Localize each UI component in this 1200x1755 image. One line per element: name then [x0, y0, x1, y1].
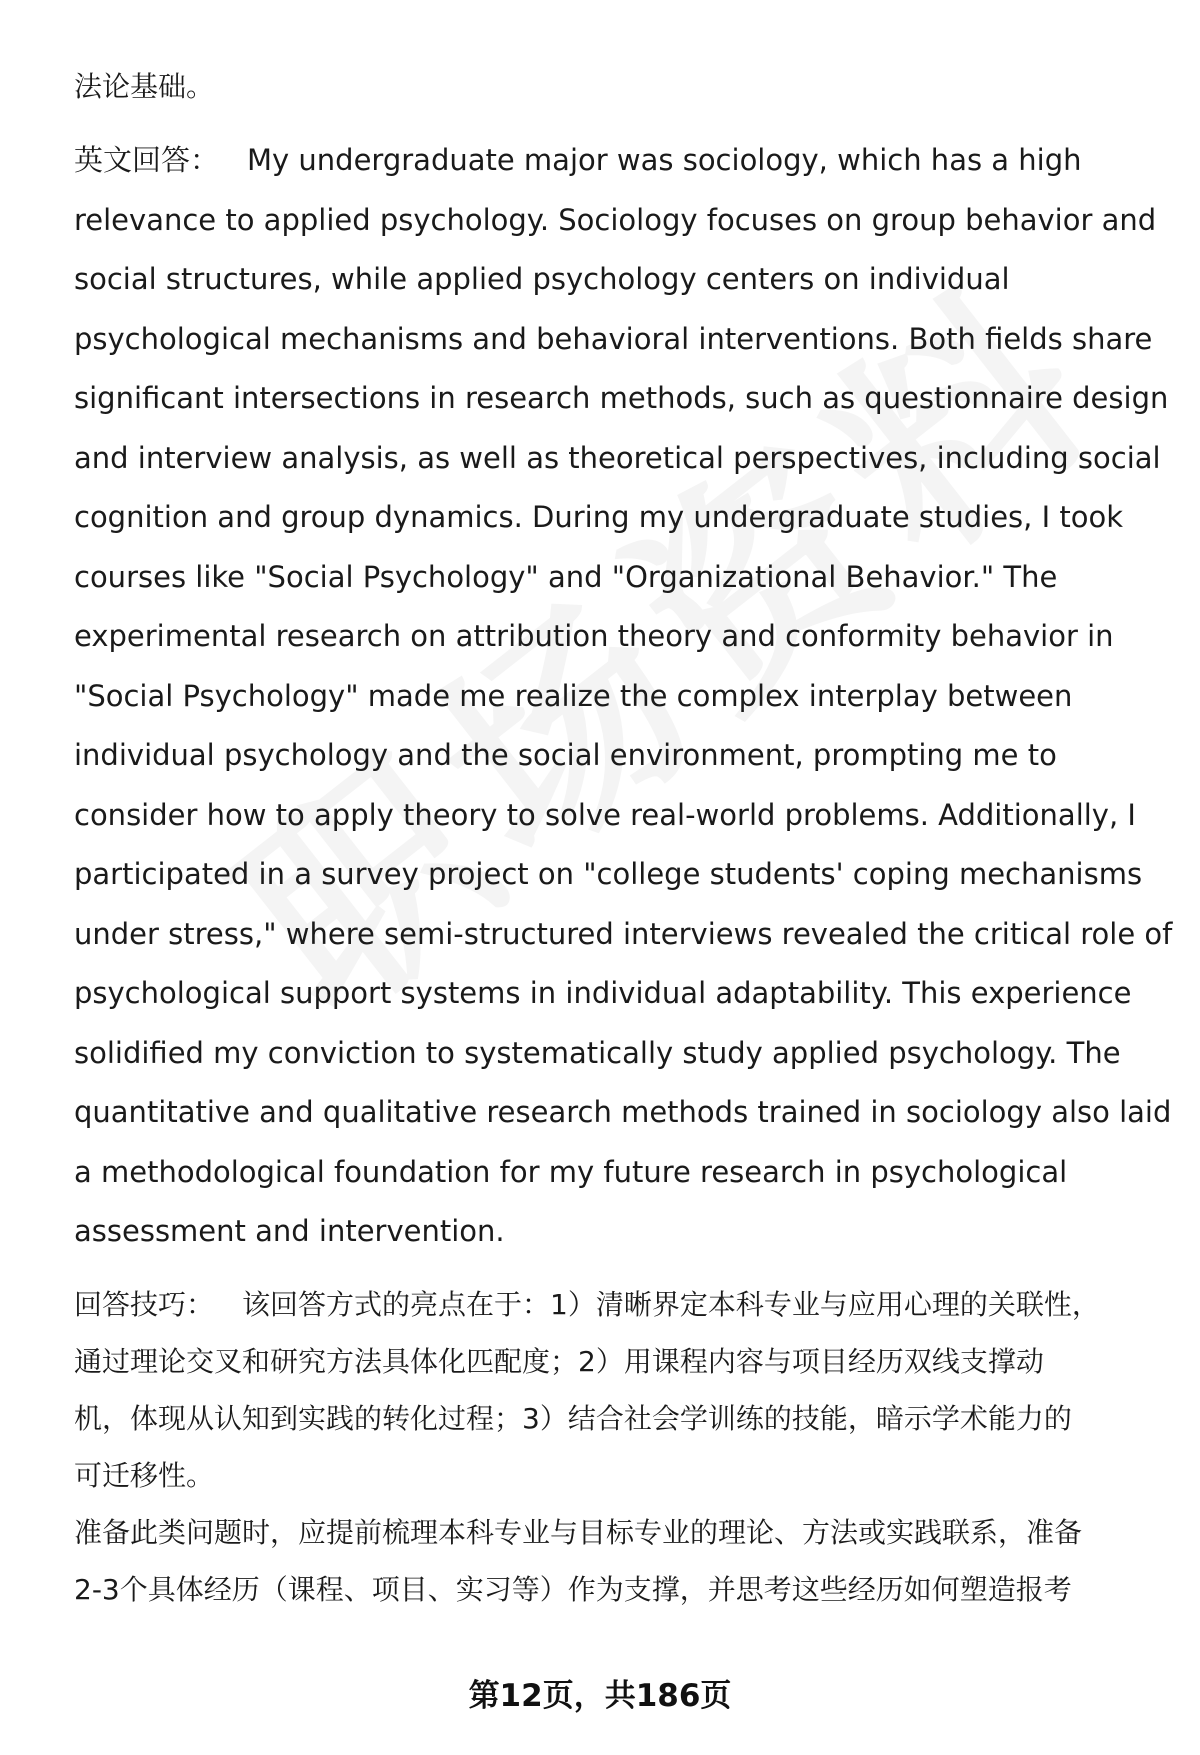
page-number-footer: 第12页，共186页 — [468, 1678, 732, 1714]
english-answer-line: relevance to applied psychology. Sociology focuses on group behavior and — [74, 202, 1157, 237]
english-answer-line: courses like "Social Psychology" and "Organizational Behavior." The — [74, 559, 1058, 594]
english-answer-line: under stress," where semi-structured interviews revealed the critical role of — [74, 916, 1173, 951]
intro-tail: 法论基础。 — [74, 70, 215, 103]
english-answer-line: solidified my conviction to systematically study applied psychology. The — [74, 1035, 1121, 1070]
answer-tips-label: 回答技巧： — [74, 1287, 215, 1321]
answer-tips-line: 机，体现从认知到实践的转化过程；3）结合社会学训练的技能，暗示学术能力的 — [74, 1401, 1072, 1435]
english-answer-line: cognition and group dynamics. During my undergraduate studies, I took — [74, 500, 1124, 534]
preparation-line: 2-3个具体经历（课程、项目、实习等）作为支撑，并思考这些经历如何塑造报考 — [74, 1572, 1072, 1606]
english-answer-section — [74, 131, 1173, 1262]
english-answer-line: experimental research on attribution theory and conformity behavior in — [74, 619, 1114, 653]
english-answer-line: consider how to apply theory to solve real-world problems. Additionally, I — [74, 797, 1136, 832]
english-answer-line: "Social Psychology" made me realize the complex interplay between — [74, 678, 1073, 713]
english-answer-line: participated in a survey project on "college students' coping mechanisms — [74, 857, 1143, 891]
english-answer-line: a methodological foundation for my future research in psychological — [74, 1154, 1068, 1189]
english-answer-line: psychological support systems in individual adaptability. This experience — [74, 976, 1132, 1010]
preparation-section — [74, 1504, 1144, 1618]
english-answer-label: 英文回答： — [74, 143, 220, 177]
english-answer-line: assessment and intervention. — [74, 1214, 505, 1248]
document-body — [74, 58, 1173, 1618]
answer-tips-line: 可迁移性。 — [74, 1458, 215, 1492]
english-answer-line: significant intersections in research methods, such as questionnaire design — [74, 381, 1169, 415]
english-answer-line: and interview analysis, as well as theoretical perspectives, including social — [74, 440, 1161, 475]
english-answer-line: psychological mechanisms and behavioral interventions. Both fields share — [74, 321, 1153, 356]
preparation-line: 准备此类问题时，应提前梳理本科专业与目标专业的理论、方法或实践联系，准备 — [74, 1515, 1083, 1549]
answer-tips-line: 通过理论交叉和研究方法具体化匹配度；2）用课程内容与项目经历双线支撑动 — [74, 1344, 1044, 1378]
english-answer-line: individual psychology and the social environment, prompting me to — [74, 738, 1057, 772]
answer-tips-section — [74, 1276, 1144, 1504]
answer-tips-line: 回答技巧： 该回答方式的亮点在于：1）清晰界定本科专业与应用心理的关联性， — [74, 1287, 1100, 1321]
english-answer-line: social structures, while applied psychology centers on individual — [74, 262, 1010, 296]
english-answer-line: quantitative and qualitative research methods trained in sociology also laid — [74, 1095, 1172, 1129]
english-answer-line: 英文回答： My undergraduate major was sociology, which has a high — [74, 143, 1082, 177]
